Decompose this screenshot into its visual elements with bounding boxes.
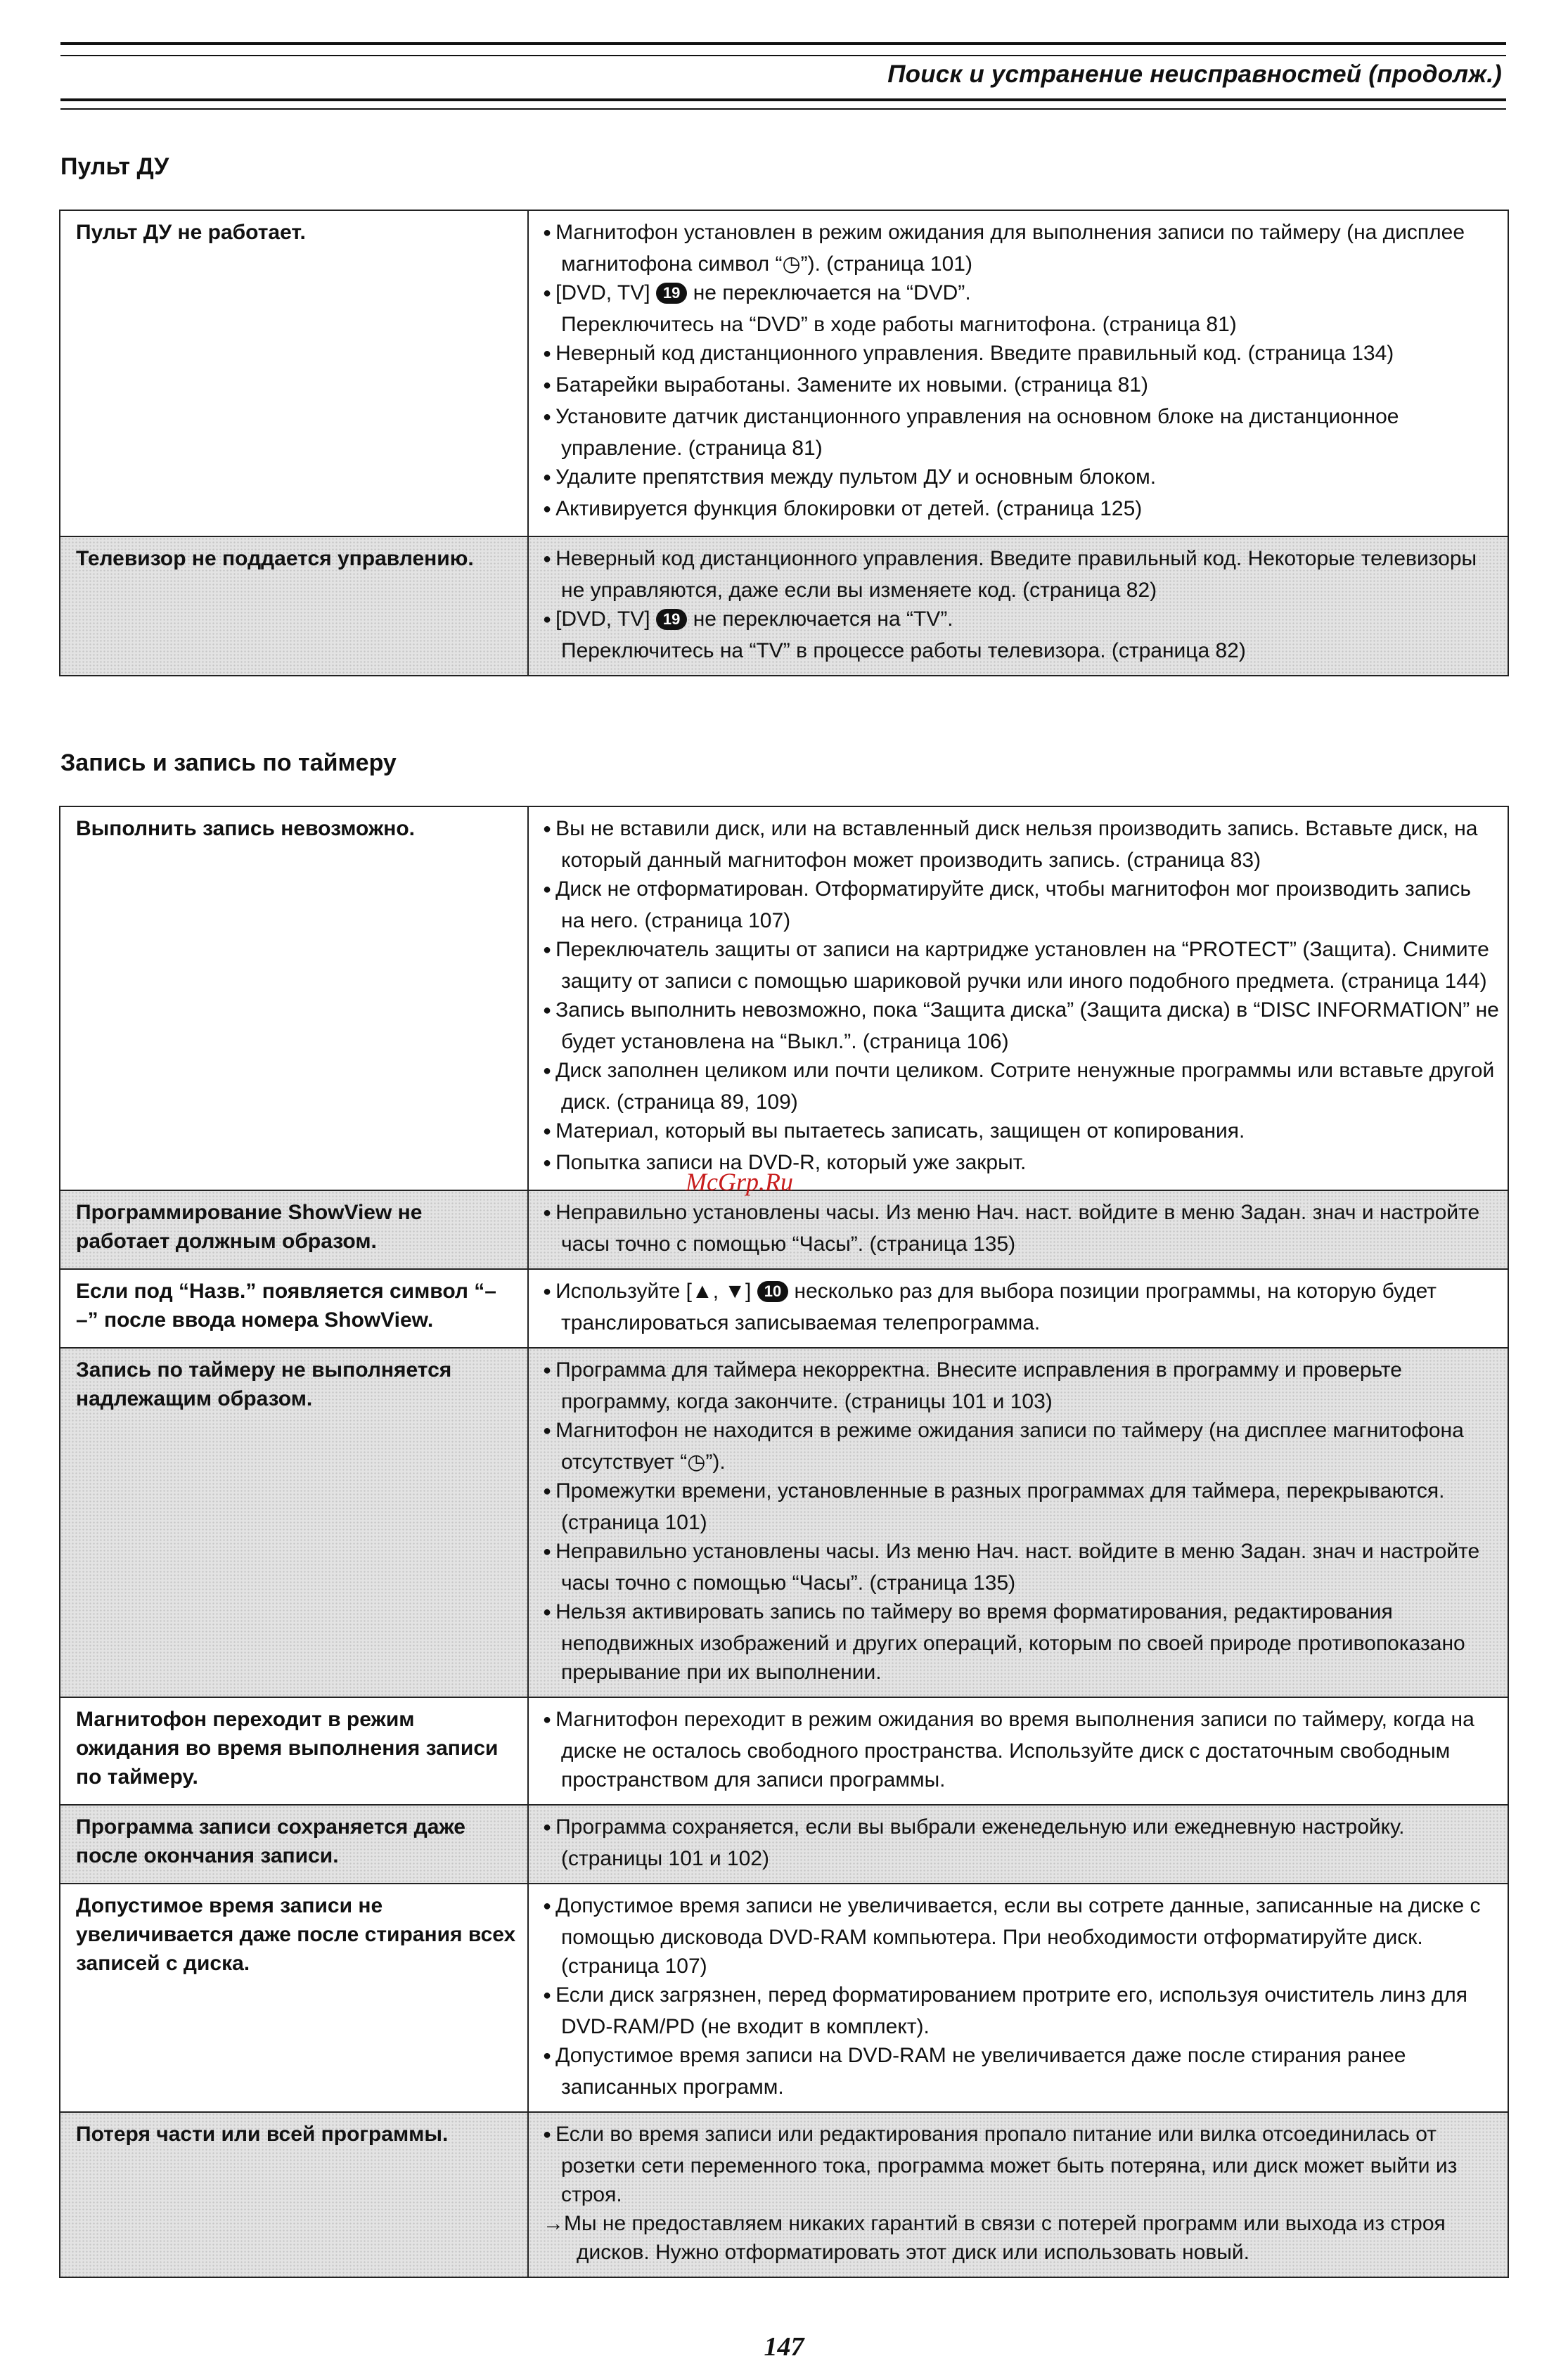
solution-item: ● Программа для таймера некорректна. Внесите исправления в программу и проверьте программу, когда закончите. (страницы 101 и 103) — [543, 1356, 1499, 1416]
solution-item: ● Неверный код дистанционного управления. Введите правильный код. Некоторые телевизоры не управляются, даже если вы изменяете код. (страница 82) — [543, 544, 1499, 605]
solution-cell — [528, 210, 1508, 536]
table-row — [60, 1805, 1508, 1884]
table-row — [60, 1884, 1508, 2112]
page-number: 147 — [764, 2332, 804, 2362]
header-rule — [60, 98, 1506, 110]
problem-cell: Телевизор не поддается управлению. — [60, 536, 528, 676]
problem-cell: Программа записи сохраняется даже после окончания записи. — [60, 1805, 528, 1884]
solution-cell — [528, 1348, 1508, 1697]
solution-item: ● Диск заполнен целиком или почти целиком. Сотрите ненужные программы или вставьте другой диск. (страница 89, 109) — [543, 1056, 1499, 1117]
solution-item: ● Если во время записи или редактирования пропало питание или вилка отсоединилась от розетки сети переменного тока, программа может быть потеряна, или диск может выйти из строя. — [543, 2120, 1499, 2209]
solution-cell — [528, 1190, 1508, 1269]
solution-item: ● Батарейки выработаны. Замените их новыми. (страница 81) — [543, 371, 1499, 402]
problem-cell: Магнитофон переходит в режим ожидания во время выполнения записи по таймеру. — [60, 1697, 528, 1805]
solution-cell — [528, 1269, 1508, 1348]
solution-item: ● Допустимое время записи не увеличивается, если вы сотрете данные, записанные на диске с помощью дисковода DVD-RAM компьютера. При необходимости отформатируйте диск. (страница 107) — [543, 1891, 1499, 1981]
table-row — [60, 210, 1508, 536]
table-row — [60, 1190, 1508, 1269]
table-row — [60, 2112, 1508, 2277]
problem-cell: Если под “Назв.” появляется символ “– –” после ввода номера ShowView. — [60, 1269, 528, 1348]
solution-item: ● Вы не вставили диск, или на вставленный диск нельзя производить запись. Вставьте диск, на который данный магнитофон может производить запись. (страница 83) — [543, 814, 1499, 875]
solution-item: ● Допустимое время записи на DVD-RAM не увеличивается даже после стирания ранее записанных программ. — [543, 2041, 1499, 2102]
solution-item: ● Если диск загрязнен, перед форматированием протрите его, используя очиститель линз для DVD-RAM/PD (не входит в комплект). — [543, 1981, 1499, 2041]
solution-item: ● Переключатель защиты от записи на картридже установлен на “PROTECT” (Защита). Снимите защиту от записи с помощью шариковой ручки или иного подобного предмета. (страница 144) — [543, 935, 1499, 996]
solution-item: ● [DVD, TV] 19 не переключается на “TV”. Переключитесь на “TV” в процессе работы телевизора. (страница 82) — [543, 605, 1499, 665]
table-row — [60, 1348, 1508, 1697]
solution-cell — [528, 1697, 1508, 1805]
solution-item: ● Неверный код дистанционного управления. Введите правильный код. (страница 134) — [543, 339, 1499, 371]
table-row — [60, 806, 1508, 1190]
top-rule — [60, 42, 1506, 56]
solution-item: ● Неправильно установлены часы. Из меню Нач. наст. войдите в меню Задан. знач и настройте часы точно с помощью “Часы”. (страница 135) — [543, 1537, 1499, 1597]
solution-item: ● Запись выполнить невозможно, пока “Защита диска” (Защита диска) в “DISC INFORMATION” не будет установлена на “Выкл.”. (страница 106) — [543, 996, 1499, 1056]
section-title-remote: Пульт ДУ — [60, 153, 169, 180]
problem-cell: Выполнить запись невозможно. — [60, 806, 528, 1190]
solution-item: ● Магнитофон переходит в режим ожидания во время выполнения записи по таймеру, когда на диске не осталось свободного пространства. Используйте диск с достаточным свободным пространством для записи программы. — [543, 1705, 1499, 1794]
solution-cell — [528, 536, 1508, 676]
recording-troubleshooting-table — [59, 806, 1509, 2278]
solution-item: ● Нельзя активировать запись по таймеру во время форматирования, редактирования неподвижных изображений и других операций, которым по своей природе противопоказано прерывание при их выполнении. — [543, 1597, 1499, 1687]
problem-cell: Потеря части или всей программы. — [60, 2112, 528, 2277]
solution-item: ● Магнитофон не находится в режиме ожидания записи по таймеру (на дисплее магнитофона отсутствует “◷”). — [543, 1416, 1499, 1476]
watermark-text: McGrp.Ru — [686, 1168, 793, 1196]
problem-cell: Запись по таймеру не выполняется надлежащим образом. — [60, 1348, 528, 1697]
section-title-recording: Запись и запись по таймеру — [60, 749, 397, 776]
table-row — [60, 536, 1508, 676]
problem-cell: Программирование ShowView не работает должным образом. — [60, 1190, 528, 1269]
solution-cell — [528, 1884, 1508, 2112]
solution-item: ● [DVD, TV] 19 не переключается на “DVD”. Переключитесь на “DVD” в ходе работы магнитофона. (страница 81) — [543, 278, 1499, 339]
solution-item: ● Программа сохраняется, если вы выбрали еженедельную или ежедневную настройку. (страницы 101 и 102) — [543, 1813, 1499, 1873]
table-row — [60, 1697, 1508, 1805]
solution-cell — [528, 806, 1508, 1190]
solution-item: ● Активируется функция блокировки от детей. (страница 125) — [543, 494, 1499, 526]
solution-item: ● Удалите препятствия между пультом ДУ и основным блоком. — [543, 463, 1499, 494]
table-row — [60, 1269, 1508, 1348]
remote-troubleshooting-table — [59, 210, 1509, 676]
button-badge: 19 — [656, 283, 687, 304]
button-badge: 10 — [757, 1281, 788, 1302]
solution-cell — [528, 2112, 1508, 2277]
solution-item: ● Попытка записи на DVD-R, который уже закрыт. — [543, 1148, 1499, 1180]
problem-cell: Допустимое время записи не увеличивается даже после стирания всех записей с диска. — [60, 1884, 528, 2112]
solution-item: ● Диск не отформатирован. Отформатируйте диск, чтобы магнитофон мог производить запись на него. (страница 107) — [543, 875, 1499, 935]
solution-item: ● Магнитофон установлен в режим ожидания для выполнения записи по таймеру (на дисплее магнитофона символ “◷”). (страница 101) — [543, 218, 1499, 278]
solution-cell — [528, 1805, 1508, 1884]
solution-item: ● Неправильно установлены часы. Из меню Нач. наст. войдите в меню Задан. знач и настройте часы точно с помощью “Часы”. (страница 135) — [543, 1198, 1499, 1259]
page-header-title: Поиск и устранение неисправностей (продолж.) — [887, 60, 1502, 88]
problem-cell: Пульт ДУ не работает. — [60, 210, 528, 536]
button-badge: 19 — [656, 609, 687, 630]
solution-item: ● Установите датчик дистанционного управления на основном блоке на дистанционное управление. (страница 81) — [543, 402, 1499, 463]
solution-item: ● Используйте [▲, ▼] 10 несколько раз для выбора позиции программы, на которую будет транслироваться записываемая телепрограмма. — [543, 1277, 1499, 1337]
solution-item: ● Материал, который вы пытаетесь записать, защищен от копирования. — [543, 1117, 1499, 1148]
solution-note: →Мы не предоставляем никаких гарантий в связи с потерей программ или выхода из строя дисков. Нужно отформатировать этот диск или использовать новый. — [543, 2212, 1446, 2264]
solution-item: ● Промежутки времени, установленные в разных программах для таймера, перекрываются. (страница 101) — [543, 1476, 1499, 1537]
